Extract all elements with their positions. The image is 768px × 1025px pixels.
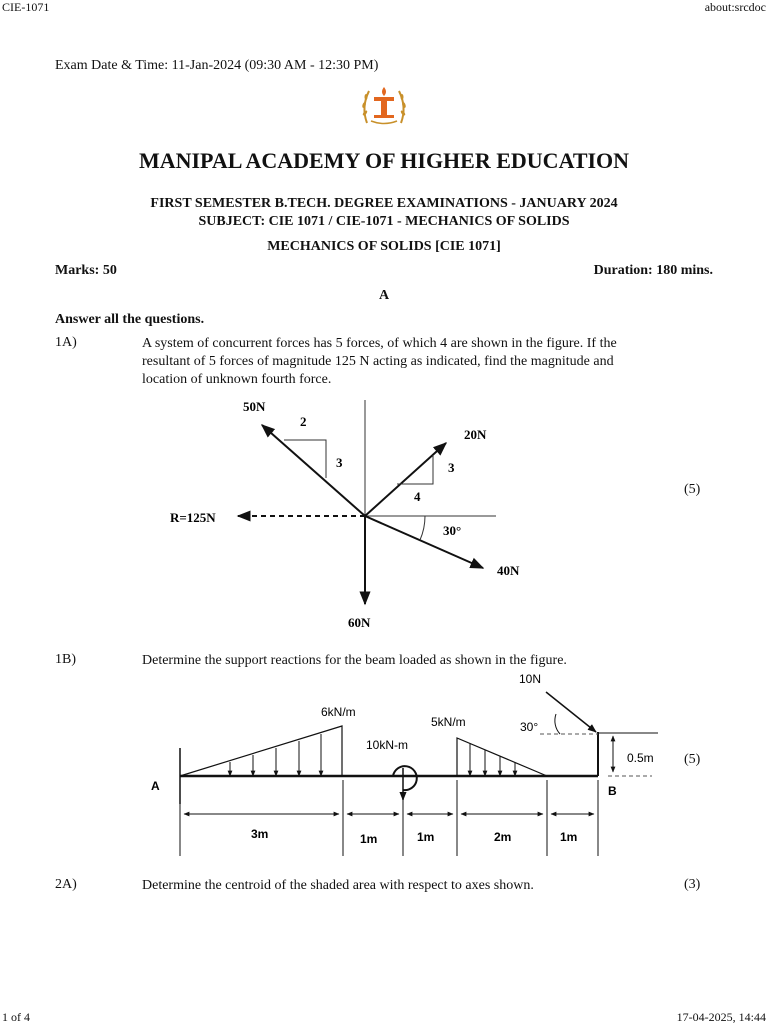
university-name: MANIPAL ACADEMY OF HIGHER EDUCATION: [138, 148, 630, 173]
label-height: 0.5m: [627, 751, 654, 765]
page-url: about:srcdoc: [704, 0, 766, 14]
exam-duration: Duration: 180 mins.: [593, 263, 713, 278]
course-name: MECHANICS OF SOLIDS [CIE 1071]: [267, 239, 501, 254]
question-marks: (3): [684, 877, 701, 892]
inclined-load-arrow: [546, 692, 596, 732]
label-angle-30: 30°: [443, 523, 462, 538]
label-20n: 20N: [464, 427, 487, 442]
label-udl-5: 5kN/m: [431, 715, 466, 729]
label-resultant: R=125N: [170, 510, 216, 525]
slope-20n-vertical: 3: [448, 460, 455, 475]
label-udl-6: 6kN/m: [321, 705, 356, 719]
dim-label: 1m: [560, 830, 578, 844]
angle-arc-30: [555, 714, 560, 734]
label-60n: 60N: [348, 615, 371, 630]
triangular-load-6knm: [180, 726, 342, 776]
page-counter: 1 of 4: [2, 1010, 30, 1024]
question-label: 2A): [55, 877, 77, 892]
question-text: Determine the support reactions for the beam loaded as shown in the figure.: [142, 653, 567, 668]
load-arrows-left: [230, 734, 321, 776]
question-text: A system of concurrent forces has 5 forces, of which 4 are shown in the figure. If the resultant of 5 forces of magnitude 125 N acting as indicated, find the magnitude and location of unknown fourth force.: [142, 336, 617, 387]
total-marks: Marks: 50: [55, 263, 117, 278]
instruction: Answer all the questions.: [55, 312, 205, 327]
label-50n: 50N: [243, 399, 266, 414]
dim-label: 2m: [494, 830, 512, 844]
slope-50n-horizontal: 2: [300, 414, 307, 429]
exam-datetime: Exam Date & Time: 11-Jan-2024 (09:30 AM - 12:30 PM): [55, 58, 379, 73]
dim-label: 1m: [360, 832, 378, 846]
subject-line: SUBJECT: CIE 1071 / CIE-1071 - MECHANICS OF SOLIDS: [198, 214, 570, 229]
exam-title: FIRST SEMESTER B.TECH. DEGREE EXAMINATIONS - JANUARY 2024: [150, 196, 618, 211]
label-moment: 10kN-m: [366, 738, 409, 752]
dimension-ticks: [180, 780, 598, 856]
section-label: A: [378, 288, 390, 303]
question-label: 1A): [55, 335, 77, 350]
label-40n: 40N: [497, 563, 520, 578]
question-label: 1B): [55, 652, 76, 667]
label-10n: 10N: [519, 672, 542, 686]
slope-50n-vertical: 3: [336, 455, 343, 470]
slope-20n-horizontal: 4: [414, 489, 421, 504]
dim-label: 1m: [417, 830, 435, 844]
tab-title: CIE-1071: [2, 0, 50, 14]
label-support-a: A: [151, 779, 160, 793]
question-text: Determine the centroid of the shaded area with respect to axes shown.: [142, 878, 534, 893]
dim-label: 3m: [251, 827, 269, 841]
label-angle: 30°: [520, 720, 539, 734]
label-support-b: B: [608, 784, 617, 798]
moment-arc: [393, 766, 417, 790]
question-marks: (5): [684, 752, 701, 767]
print-timestamp: 17-04-2025, 14:44: [676, 1010, 766, 1024]
question-marks: (5): [684, 482, 701, 497]
